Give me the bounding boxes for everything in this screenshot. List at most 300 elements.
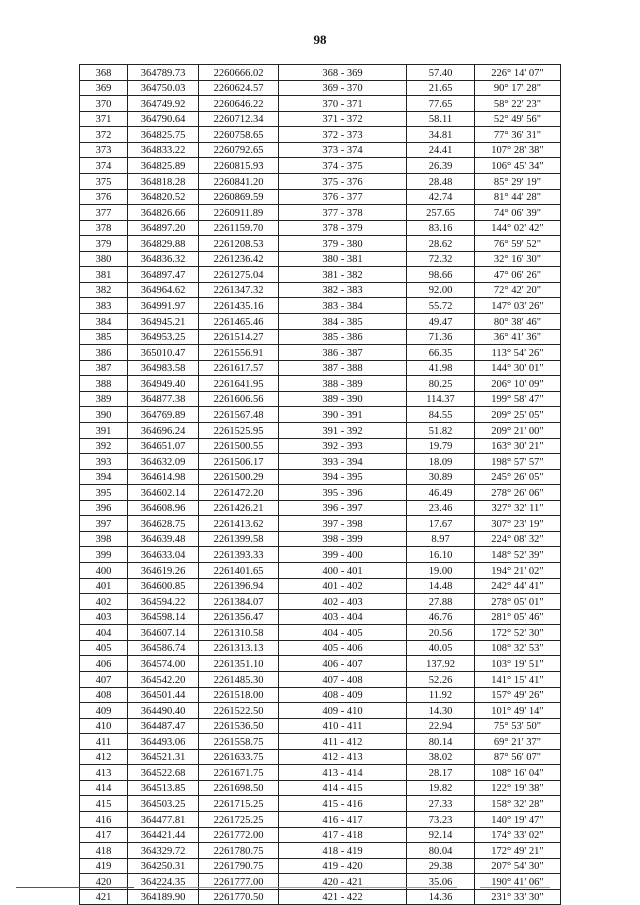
coordinate-y-cell: 2261435.16 [199,298,279,314]
coordinate-x-cell: 364522.68 [128,765,199,781]
coordinate-x-cell: 364836.32 [128,251,199,267]
coordinate-y-cell: 2261606.56 [199,391,279,407]
segment-length-cell: 71.36 [407,329,475,345]
coordinate-x-cell: 364628.75 [128,516,199,532]
point-number-cell: 372 [80,127,128,143]
segment-length-cell: 26.39 [407,158,475,174]
table-row [80,516,561,532]
table-row [80,469,561,485]
segment-length-cell: 92.14 [407,827,475,843]
direction-angle-cell: 58° 22' 23" [475,96,561,112]
segment-length-cell: 14.48 [407,578,475,594]
direction-angle-cell: 69° 21' 37" [475,734,561,750]
table-row [80,734,561,750]
point-number-cell: 377 [80,205,128,221]
segment-length-cell: 46.49 [407,485,475,501]
segment-length-cell: 41.98 [407,360,475,376]
point-number-cell: 371 [80,111,128,127]
footer-rule [157,887,457,888]
segment-length-cell: 51.82 [407,422,475,438]
segment-length-cell: 18.09 [407,454,475,470]
point-number-cell: 397 [80,516,128,532]
segment-length-cell: 77.65 [407,96,475,112]
table-row [80,485,561,501]
coordinate-x-cell: 364991.97 [128,298,199,314]
point-number-cell: 381 [80,267,128,283]
point-number-cell: 385 [80,329,128,345]
direction-angle-cell: 172° 49' 21" [475,843,561,859]
segment-points-cell: 370 - 371 [279,96,407,112]
table-row [80,80,561,96]
coordinate-y-cell: 2260758.65 [199,127,279,143]
segment-length-cell: 66.35 [407,345,475,361]
point-number-cell: 396 [80,500,128,516]
coordinate-y-cell: 2260624.57 [199,80,279,96]
direction-angle-cell: 245° 26' 05" [475,469,561,485]
coordinate-x-cell: 364598.14 [128,609,199,625]
direction-angle-cell: 47° 06' 26" [475,267,561,283]
point-number-cell: 395 [80,485,128,501]
segment-points-cell: 410 - 411 [279,718,407,734]
coordinates-table-body [80,65,561,905]
coordinate-x-cell: 364602.14 [128,485,199,501]
coordinate-y-cell: 2261536.50 [199,718,279,734]
coordinate-y-cell: 2261715.25 [199,796,279,812]
segment-points-cell: 375 - 376 [279,173,407,189]
coordinate-y-cell: 2261780.75 [199,843,279,859]
coordinate-x-cell: 364487.47 [128,718,199,734]
coordinates-table [79,64,561,905]
direction-angle-cell: 231° 33' 30" [475,889,561,905]
coordinate-x-cell: 364790.64 [128,111,199,127]
segment-length-cell: 38.02 [407,749,475,765]
coordinate-y-cell: 2261506.17 [199,454,279,470]
direction-angle-cell: 198° 57' 57" [475,454,561,470]
segment-points-cell: 400 - 401 [279,563,407,579]
direction-angle-cell: 101° 49' 14" [475,703,561,719]
point-number-cell: 398 [80,531,128,547]
direction-angle-cell: 80° 38' 46" [475,314,561,330]
segment-length-cell: 20.56 [407,625,475,641]
direction-angle-cell: 81° 44' 28" [475,189,561,205]
point-number-cell: 369 [80,80,128,96]
segment-points-cell: 401 - 402 [279,578,407,594]
segment-points-cell: 398 - 399 [279,531,407,547]
coordinate-y-cell: 2261525.95 [199,422,279,438]
segment-length-cell: 73.23 [407,812,475,828]
segment-points-cell: 384 - 385 [279,314,407,330]
table-row [80,500,561,516]
point-number-cell: 383 [80,298,128,314]
table-row [80,656,561,672]
point-number-cell: 416 [80,812,128,828]
segment-length-cell: 17.67 [407,516,475,532]
coordinate-y-cell: 2261465.46 [199,314,279,330]
coordinate-x-cell: 364696.24 [128,422,199,438]
table-row [80,173,561,189]
segment-points-cell: 379 - 380 [279,236,407,252]
coordinate-y-cell: 2261401.65 [199,563,279,579]
direction-angle-cell: 74° 06' 39" [475,205,561,221]
coordinate-y-cell: 2260841.20 [199,173,279,189]
coordinate-x-cell: 364833.22 [128,142,199,158]
point-number-cell: 378 [80,220,128,236]
segment-points-cell: 414 - 415 [279,780,407,796]
direction-angle-cell: 107° 28' 38" [475,142,561,158]
point-number-cell: 407 [80,671,128,687]
direction-angle-cell: 87° 56' 07" [475,749,561,765]
segment-length-cell: 14.36 [407,889,475,905]
segment-length-cell: 8.97 [407,531,475,547]
coordinate-y-cell: 2261556.91 [199,345,279,361]
direction-angle-cell: 52° 49' 56" [475,111,561,127]
segment-length-cell: 19.00 [407,563,475,579]
point-number-cell: 411 [80,734,128,750]
direction-angle-cell: 157° 49' 26" [475,687,561,703]
point-number-cell: 393 [80,454,128,470]
direction-angle-cell: 108° 16' 04" [475,765,561,781]
table-row [80,749,561,765]
coordinate-x-cell: 364421.44 [128,827,199,843]
segment-length-cell: 22.94 [407,718,475,734]
segment-points-cell: 391 - 392 [279,422,407,438]
table-row [80,282,561,298]
table-row [80,376,561,392]
segment-points-cell: 418 - 419 [279,843,407,859]
segment-points-cell: 403 - 404 [279,609,407,625]
point-number-cell: 421 [80,889,128,905]
segment-points-cell: 395 - 396 [279,485,407,501]
direction-angle-cell: 209° 21' 00" [475,422,561,438]
segment-points-cell: 392 - 393 [279,438,407,454]
footer-rule [480,887,550,888]
coordinate-x-cell: 364503.25 [128,796,199,812]
coordinate-y-cell: 2261159.70 [199,220,279,236]
direction-angle-cell: 226° 14' 07" [475,65,561,81]
coordinate-y-cell: 2261236.42 [199,251,279,267]
table-row [80,314,561,330]
point-number-cell: 400 [80,563,128,579]
segment-length-cell: 34.81 [407,127,475,143]
segment-length-cell: 35.06 [407,874,475,890]
point-number-cell: 415 [80,796,128,812]
table-row [80,438,561,454]
segment-points-cell: 412 - 413 [279,749,407,765]
direction-angle-cell: 207° 54' 30" [475,858,561,874]
coordinate-x-cell: 364521.31 [128,749,199,765]
coordinate-y-cell: 2261500.29 [199,469,279,485]
segment-length-cell: 49.47 [407,314,475,330]
coordinate-y-cell: 2261772.00 [199,827,279,843]
coordinate-y-cell: 2260792.65 [199,142,279,158]
table-row [80,111,561,127]
coordinate-x-cell: 364789.73 [128,65,199,81]
coordinate-x-cell: 364329.72 [128,843,199,859]
table-row [80,609,561,625]
coordinate-x-cell: 364477.81 [128,812,199,828]
segment-points-cell: 369 - 370 [279,80,407,96]
segment-length-cell: 83.16 [407,220,475,236]
coordinate-x-cell: 364897.47 [128,267,199,283]
table-row [80,454,561,470]
segment-points-cell: 415 - 416 [279,796,407,812]
point-number-cell: 394 [80,469,128,485]
coordinate-x-cell: 364542.20 [128,671,199,687]
coordinate-y-cell: 2260666.02 [199,65,279,81]
table-row [80,205,561,221]
point-number-cell: 403 [80,609,128,625]
segment-points-cell: 378 - 379 [279,220,407,236]
segment-length-cell: 114.37 [407,391,475,407]
segment-points-cell: 371 - 372 [279,111,407,127]
segment-points-cell: 409 - 410 [279,703,407,719]
table-row [80,531,561,547]
coordinate-x-cell: 364619.26 [128,563,199,579]
point-number-cell: 379 [80,236,128,252]
coordinate-x-cell: 364614.98 [128,469,199,485]
segment-length-cell: 11.92 [407,687,475,703]
coordinate-x-cell: 364825.89 [128,158,199,174]
segment-length-cell: 24.41 [407,142,475,158]
point-number-cell: 418 [80,843,128,859]
coordinate-x-cell: 364600.85 [128,578,199,594]
direction-angle-cell: 113° 54' 26" [475,345,561,361]
table-row [80,640,561,656]
table-row [80,189,561,205]
table-row [80,422,561,438]
point-number-cell: 402 [80,594,128,610]
table-row [80,251,561,267]
table-row [80,298,561,314]
coordinate-x-cell: 364750.03 [128,80,199,96]
segment-length-cell: 14.30 [407,703,475,719]
coordinate-x-cell: 364490.40 [128,703,199,719]
point-number-cell: 384 [80,314,128,330]
segment-length-cell: 80.04 [407,843,475,859]
direction-angle-cell: 172° 52' 30" [475,625,561,641]
direction-angle-cell: 103° 19' 51" [475,656,561,672]
direction-angle-cell: 32° 16' 30" [475,251,561,267]
segment-points-cell: 376 - 377 [279,189,407,205]
table-row [80,796,561,812]
direction-angle-cell: 194° 21' 02" [475,563,561,579]
segment-length-cell: 80.14 [407,734,475,750]
segment-points-cell: 372 - 373 [279,127,407,143]
point-number-cell: 389 [80,391,128,407]
coordinate-x-cell: 364820.52 [128,189,199,205]
segment-points-cell: 374 - 375 [279,158,407,174]
table-row [80,65,561,81]
point-number-cell: 390 [80,407,128,423]
coordinate-y-cell: 2261770.50 [199,889,279,905]
segment-points-cell: 368 - 369 [279,65,407,81]
segment-points-cell: 420 - 421 [279,874,407,890]
segment-length-cell: 21.65 [407,80,475,96]
point-number-cell: 413 [80,765,128,781]
table-row [80,687,561,703]
point-number-cell: 386 [80,345,128,361]
point-number-cell: 373 [80,142,128,158]
direction-angle-cell: 278° 26' 06" [475,485,561,501]
direction-angle-cell: 106° 45' 34" [475,158,561,174]
table-row [80,127,561,143]
direction-angle-cell: 144° 02' 42" [475,220,561,236]
direction-angle-cell: 163° 30' 21" [475,438,561,454]
direction-angle-cell: 140° 19' 47" [475,812,561,828]
table-row [80,236,561,252]
coordinate-y-cell: 2261310.58 [199,625,279,641]
segment-points-cell: 419 - 420 [279,858,407,874]
direction-angle-cell: 281° 05' 46" [475,609,561,625]
segment-length-cell: 46.76 [407,609,475,625]
segment-points-cell: 388 - 389 [279,376,407,392]
coordinate-x-cell: 364877.38 [128,391,199,407]
coordinate-x-cell: 364501.44 [128,687,199,703]
segment-length-cell: 27.33 [407,796,475,812]
coordinate-y-cell: 2261413.62 [199,516,279,532]
page-number: 98 [313,32,327,47]
coordinate-x-cell: 365010.47 [128,345,199,361]
coordinate-y-cell: 2261617.57 [199,360,279,376]
segment-length-cell: 28.62 [407,236,475,252]
table-row [80,96,561,112]
segment-points-cell: 402 - 403 [279,594,407,610]
footer-rule [16,887,134,888]
segment-points-cell: 421 - 422 [279,889,407,905]
coordinate-x-cell: 364949.40 [128,376,199,392]
segment-length-cell: 42.74 [407,189,475,205]
direction-angle-cell: 144° 30' 01" [475,360,561,376]
table-row [80,703,561,719]
segment-length-cell: 57.40 [407,65,475,81]
segment-points-cell: 394 - 395 [279,469,407,485]
point-number-cell: 419 [80,858,128,874]
table-row [80,547,561,563]
coordinate-y-cell: 2260869.59 [199,189,279,205]
coordinate-x-cell: 364608.96 [128,500,199,516]
table-row [80,267,561,283]
segment-points-cell: 405 - 406 [279,640,407,656]
point-number-cell: 380 [80,251,128,267]
direction-angle-cell: 242° 44' 41" [475,578,561,594]
coordinate-x-cell: 364632.09 [128,454,199,470]
coordinate-x-cell: 364586.74 [128,640,199,656]
direction-angle-cell: 278° 05' 01" [475,594,561,610]
point-number-cell: 420 [80,874,128,890]
direction-angle-cell: 209° 25' 05" [475,407,561,423]
point-number-cell: 391 [80,422,128,438]
table-row [80,594,561,610]
direction-angle-cell: 76° 59' 52" [475,236,561,252]
segment-points-cell: 383 - 384 [279,298,407,314]
point-number-cell: 375 [80,173,128,189]
segment-points-cell: 413 - 414 [279,765,407,781]
table-row [80,812,561,828]
table-row [80,625,561,641]
point-number-cell: 412 [80,749,128,765]
table-row [80,671,561,687]
coordinate-x-cell: 364818.28 [128,173,199,189]
table-row [80,329,561,345]
coordinate-y-cell: 2261641.95 [199,376,279,392]
direction-angle-cell: 158° 32' 28" [475,796,561,812]
segment-points-cell: 390 - 391 [279,407,407,423]
direction-angle-cell: 141° 15' 41" [475,671,561,687]
table-row [80,360,561,376]
point-number-cell: 406 [80,656,128,672]
coordinate-y-cell: 2261347.32 [199,282,279,298]
coordinate-y-cell: 2261790.75 [199,858,279,874]
coordinate-y-cell: 2261633.75 [199,749,279,765]
coordinate-x-cell: 364651.07 [128,438,199,454]
segment-points-cell: 407 - 408 [279,671,407,687]
point-number-cell: 409 [80,703,128,719]
coordinate-x-cell: 364607.14 [128,625,199,641]
coordinate-x-cell: 364639.48 [128,531,199,547]
segment-points-cell: 408 - 409 [279,687,407,703]
direction-angle-cell: 148° 52' 39" [475,547,561,563]
coordinate-y-cell: 2261356.47 [199,609,279,625]
direction-angle-cell: 90° 17' 28" [475,80,561,96]
coordinate-y-cell: 2261393.33 [199,547,279,563]
segment-length-cell: 52.26 [407,671,475,687]
point-number-cell: 392 [80,438,128,454]
coordinate-y-cell: 2261472.20 [199,485,279,501]
segment-points-cell: 389 - 390 [279,391,407,407]
segment-length-cell: 28.17 [407,765,475,781]
direction-angle-cell: 108° 32' 53" [475,640,561,656]
coordinate-y-cell: 2260815.93 [199,158,279,174]
coordinate-x-cell: 364513.85 [128,780,199,796]
direction-angle-cell: 147° 03' 26" [475,298,561,314]
direction-angle-cell: 206° 10' 09" [475,376,561,392]
segment-points-cell: 393 - 394 [279,454,407,470]
point-number-cell: 408 [80,687,128,703]
coordinate-y-cell: 2261384.07 [199,594,279,610]
coordinate-x-cell: 364633.04 [128,547,199,563]
coordinate-x-cell: 364574.00 [128,656,199,672]
coordinate-y-cell: 2261396.94 [199,578,279,594]
coordinate-x-cell: 364749.92 [128,96,199,112]
coordinate-x-cell: 364829.88 [128,236,199,252]
coordinate-x-cell: 364825.75 [128,127,199,143]
table-row [80,765,561,781]
segment-points-cell: 387 - 388 [279,360,407,376]
coordinate-y-cell: 2261518.00 [199,687,279,703]
segment-points-cell: 399 - 400 [279,547,407,563]
segment-length-cell: 257.65 [407,205,475,221]
coordinate-y-cell: 2261558.75 [199,734,279,750]
coordinate-x-cell: 364964.62 [128,282,199,298]
segment-length-cell: 23.46 [407,500,475,516]
coordinate-y-cell: 2261725.25 [199,812,279,828]
point-number-cell: 410 [80,718,128,734]
coordinate-x-cell: 364769.89 [128,407,199,423]
point-number-cell: 405 [80,640,128,656]
coordinate-x-cell: 364224.35 [128,874,199,890]
segment-points-cell: 377 - 378 [279,205,407,221]
coordinate-x-cell: 364826.66 [128,205,199,221]
segment-length-cell: 55.72 [407,298,475,314]
table-row [80,889,561,905]
coordinate-y-cell: 2260712.34 [199,111,279,127]
segment-length-cell: 58.11 [407,111,475,127]
table-row [80,220,561,236]
direction-angle-cell: 75° 53' 50" [475,718,561,734]
coordinate-y-cell: 2261698.50 [199,780,279,796]
table-row [80,158,561,174]
coordinate-y-cell: 2261208.53 [199,236,279,252]
